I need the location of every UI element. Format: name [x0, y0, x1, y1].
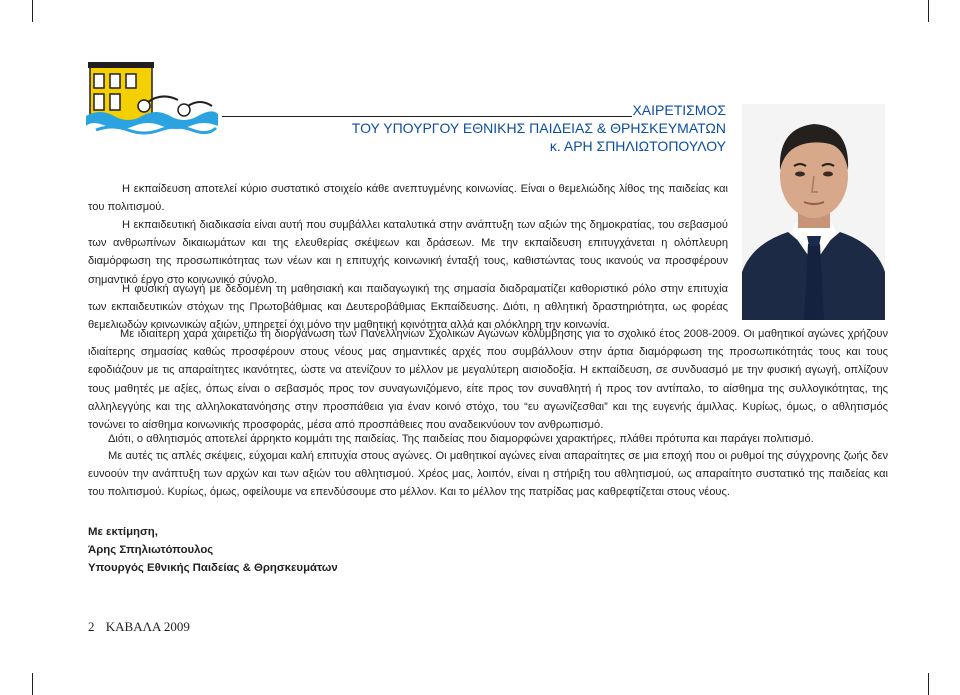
greeting-minister-name: κ. ΑΡΗ ΣΠΗΛΙΩΤΟΠΟΥΛΟΥ [549, 138, 726, 154]
logo-roof [88, 62, 154, 68]
swimmer-arm [188, 102, 212, 106]
crop-mark [32, 673, 33, 695]
crop-mark [32, 0, 33, 22]
minister-portrait [742, 104, 885, 320]
body-paragraph-4: Με ιδιαίτερη χαρά χαιρετίζω τη διοργάνωση των Πανελληνίων Σχολικών Αγώνων κολύμβησης για το σχολικό έτος 2008-2009. Οι μαθητικοί αγώνες χρήζουν ιδιαίτερης σημασίας καθώς προσφέρουν στους νέους μας σημαντικές αρχές που συμβάλλουν στην άρτια διαμόρφωση της προσωπικότητάς τους και τους εφοδιάζουν με τις απαραίτητες ικανότητες, ώστε να ατενίζουν το μέλλον με μεγαλύτερη αισιοδοξία. Η εκπαίδευση, σε συνδυασμό με την φυσική αγωγή, οπλίζουν τους μαθητές με αξίες, όπως είναι ο σεβασμός προς τον συναγωνιζόμενο, είτε προς τον συναθλητή ή προς τον αντίπαλο, το αίσθημα της συλλογικότητας, της αλληλεγγύης και της αλληλοκατανόησης στην προσπάθεια για έναν κοινό στόχο, του “ευ αγωνίζεσθαι” και της ευγενής άμιλλας. Κυρίως, όμως, ο αθλητισμός τονώνει το αίσθημα κοινωνικής προσφοράς, μέσα από προσπάθειες που αναδεικνύουν τον ανθρωπισμό. [88, 328, 888, 432]
greeting-ministry: ΤΟΥ ΥΠΟΥΡΓΟΥ ΕΘΝΙΚΗΣ ΠΑΙΔΕΙΑΣ & ΘΡΗΣΚΕΥΜΑΤΩΝ [351, 120, 726, 136]
body-paragraph-1: Η εκπαίδευση αποτελεί κύριο συστατικό στοιχείο κάθε ανεπτυγμένης κοινωνίας. Είναι ο θεμελιώδης λίθος της παιδείας και του πολιτισμού. [88, 183, 728, 214]
signature-closing: Με εκτίμηση, [88, 526, 158, 538]
body-paragraph-6: Με αυτές τις απλές σκέψεις, εύχομαι καλή επιτυχία στους αγώνες. Οι μαθητικοί αγώνες είναι απαραίτητες σε μια εποχή που οι ρυθμοί της σύγχρονης ζωής δεν ευνοούν την ανάπτυξη των αρχών και των αξιών του αθλητισμού. Χρέος μας, λοιπόν, είναι η στήριξη του αθλητισμού, ως απαραίτητο συστατικό της παιδείας και του πολιτισμού. Κυρίως, όμως, οφείλουμε να επενδύσουμε στο μέλλον. Και το μέλλον της πατρίδας μας καθρεφτίζεται στους νέους. [88, 450, 888, 499]
body-paragraph-5: Διότι, ο αθλητισμός αποτελεί άρρηκτο κομμάτι της παιδείας. Της παιδείας που διαμορφώνει χαρακτήρες, πλάθει πρότυπα και παράγει πολιτισμό. [108, 433, 814, 445]
greeting-title: ΧΑΙΡΕΤΙΣΜΟΣ [632, 102, 726, 118]
body-paragraph-2: Η εκπαιδευτική διαδικασία είναι αυτή που συμβάλλει καταλυτικά στην ανάπτυξη των αξιών της δημοκρατίας, του σεβασμού των ανθρωπίνων δικαιωμάτων και της ελευθερίας σκέψεων και δράσεων. Με την εκπαίδευση επιτυγχάνεται η ολόπλευρη διαμόρφωση της προσωπικότητας των νέων και η επιτυχής κοινωνική ένταξή τους, καθιστώντας τους ικανούς να προσφέρουν σημαντικό έργο στο κοινωνικό σύνολο. [88, 219, 728, 286]
crop-mark [928, 673, 929, 695]
header-rule [222, 116, 632, 117]
page-footer [88, 619, 190, 635]
footer-title: ΚΑΒΑΛΑ 2009 [105, 619, 190, 634]
crop-mark [928, 0, 929, 22]
swimming-pool-logo [86, 58, 218, 136]
signature-title: Υπουργός Εθνικής Παιδείας & Θρησκευμάτων [88, 562, 338, 574]
signature-name: Άρης Σπηλιωτόπουλος [88, 544, 214, 556]
body-paragraph-3: Η φυσική αγωγή με δεδομένη τη μαθησιακή και παιδαγωγική της σημασία διαδραματίζει καθοριστικό ρόλο στην επιτυχία των εκπαιδευτικών στόχων της Πρωτοβάθμιας και Δευτεροβάθμιας Εκπαίδευσης. Διότι, η αθλητική δραστηριότητα, ως φορέας θεμελιωδών κοινωνικών αξιών, υπηρετεί όχι μόνο την μαθητική κοινότητα αλλά και ολόκληρη την κοινωνία. [88, 283, 728, 332]
page-number: 2 [88, 619, 95, 634]
